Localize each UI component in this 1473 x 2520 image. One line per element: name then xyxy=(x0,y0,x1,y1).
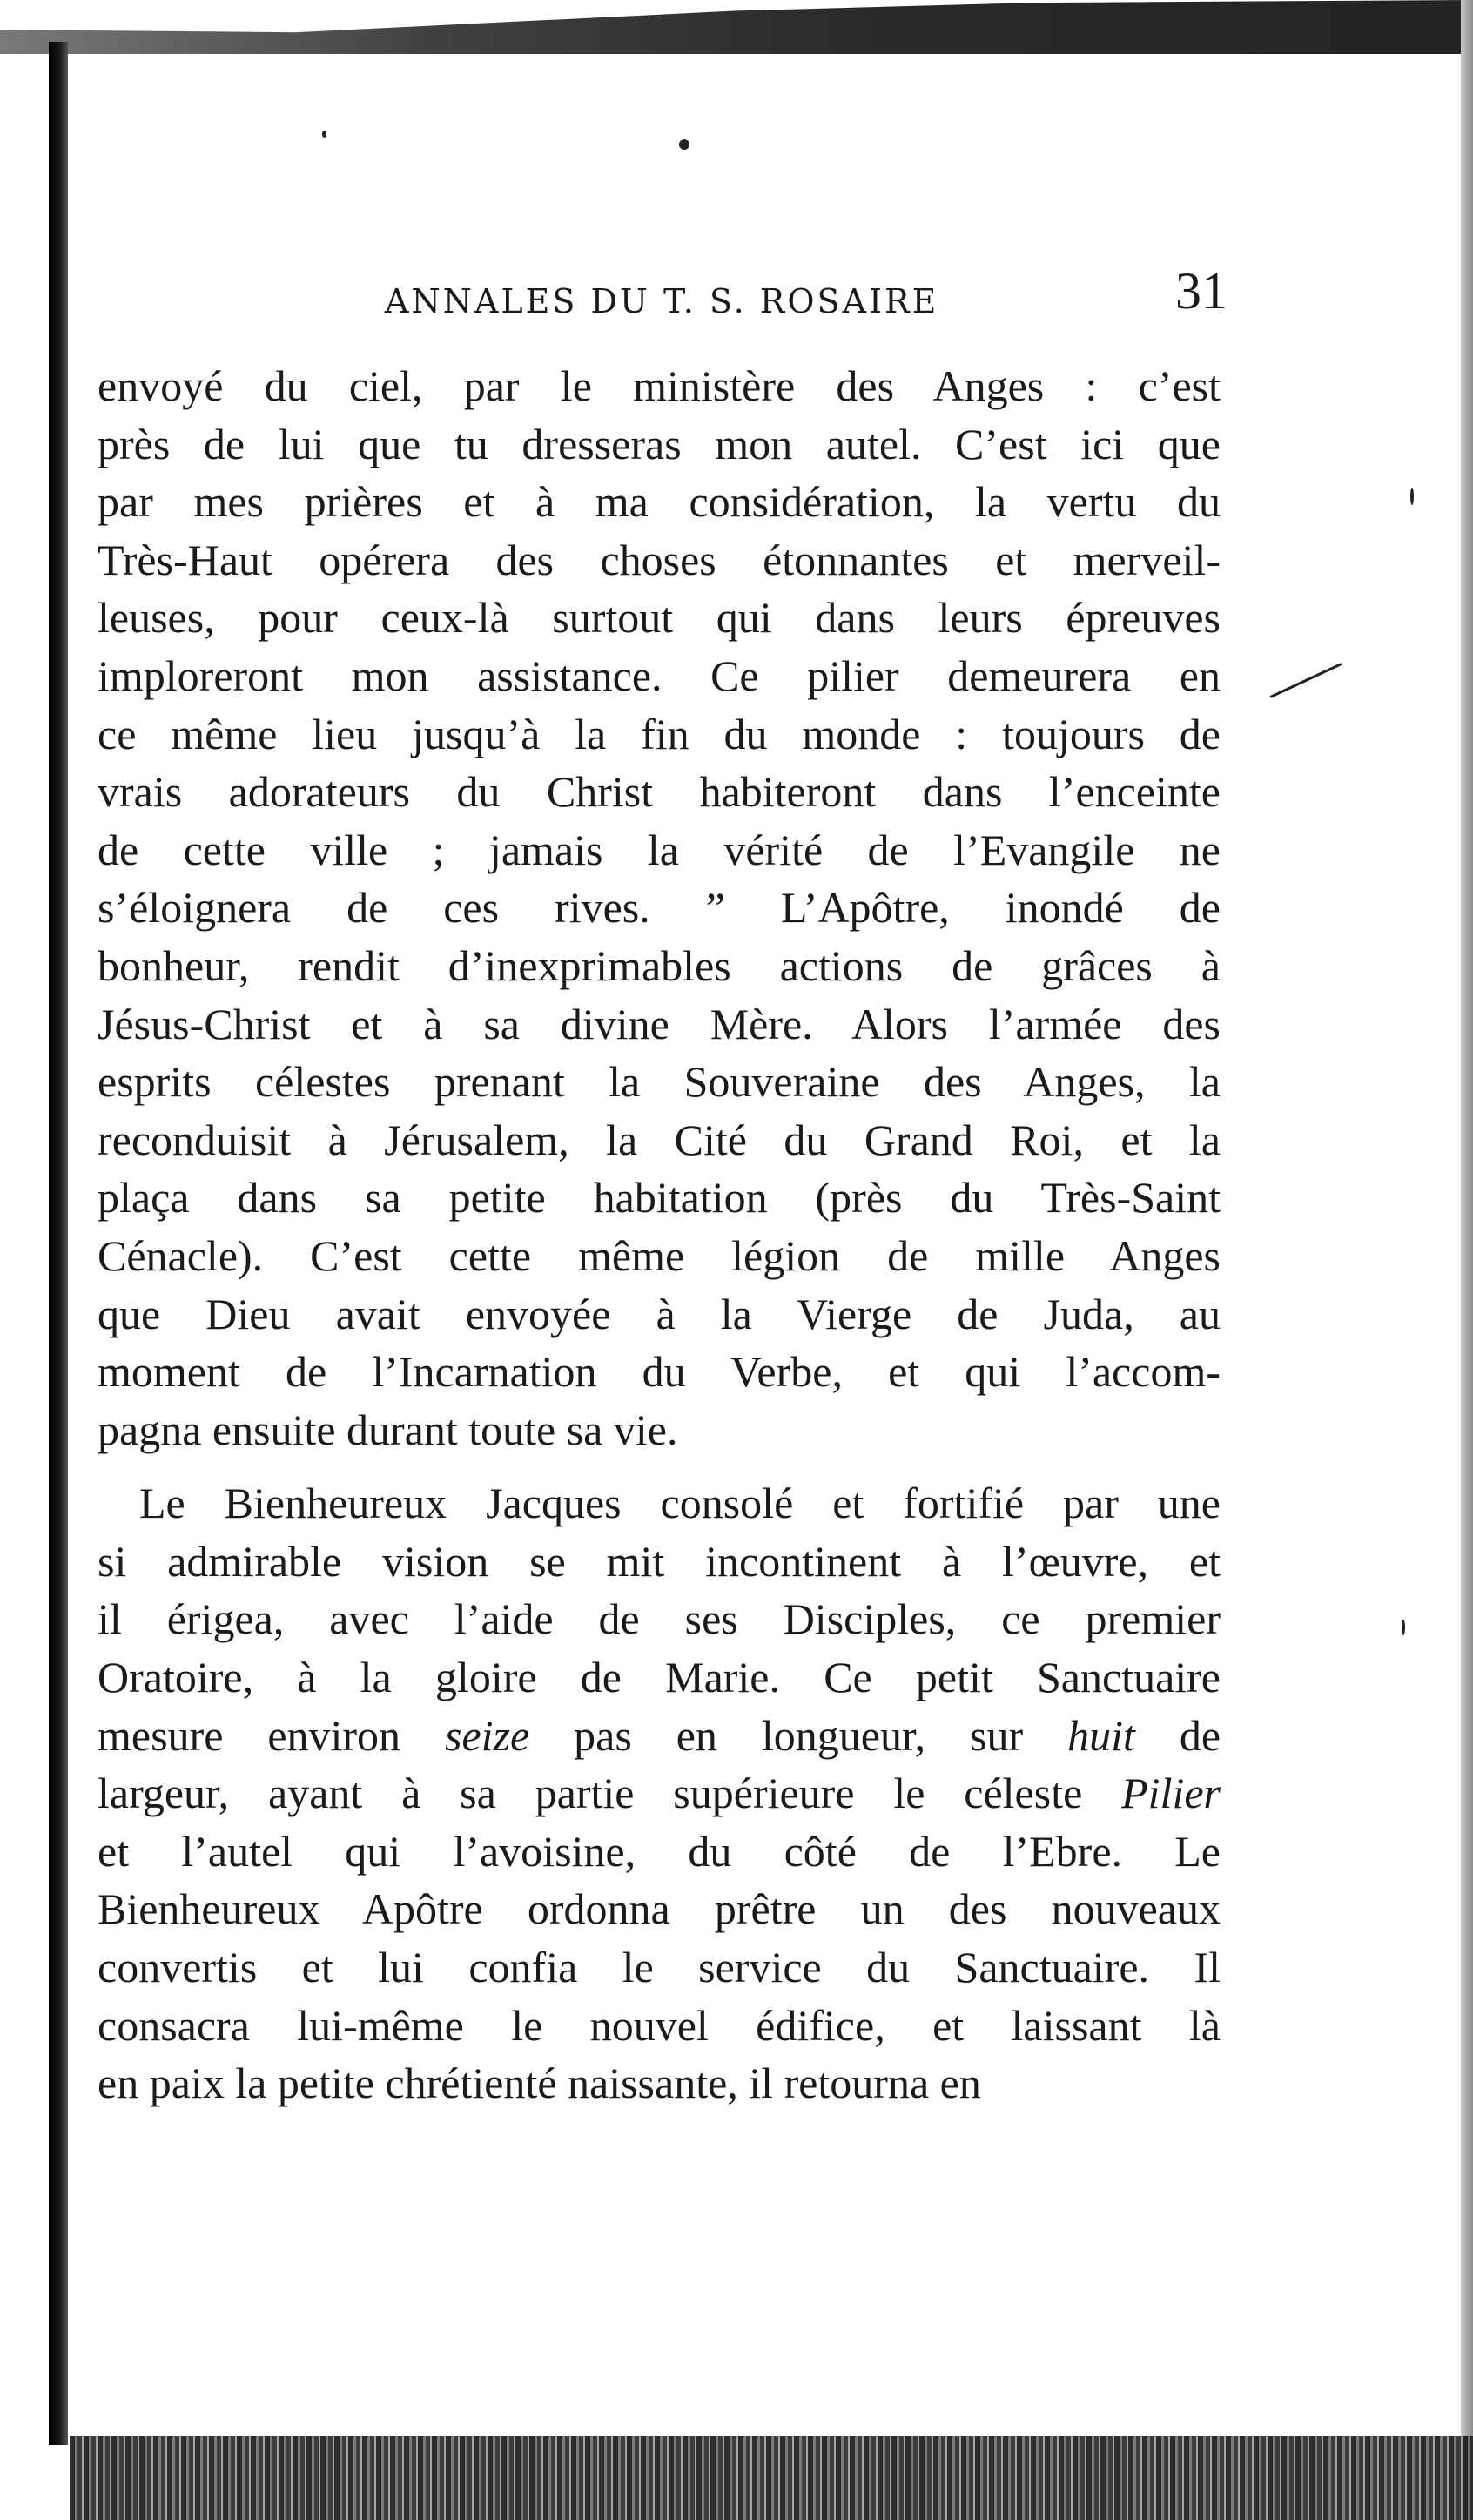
text-line: il érigea, avec l’aide de ses Disciples, ce premier xyxy=(98,1594,1221,1644)
text-line: pagna ensuite durant toute sa vie. xyxy=(98,1405,678,1454)
paragraph-1 xyxy=(98,357,1221,1459)
text-line: consacra lui-même le nouvel édifice, et laissant là xyxy=(98,2000,1221,2050)
text-line-with-italics xyxy=(98,1764,1221,1823)
italic-word: Pilier xyxy=(1121,1769,1221,1818)
text-line: si admirable vision se mit incontinent à l’œuvre, et xyxy=(98,1536,1221,1586)
text-line: vrais adorateurs du Christ habiteront dans l’enceinte xyxy=(98,767,1221,817)
italic-word: seize xyxy=(445,1710,530,1760)
running-head xyxy=(98,261,1228,357)
text-line: et l’autel qui l’avoisine, du côté de l’Ebre. Le xyxy=(98,1826,1221,1876)
text-line: Bienheureux Apôtre ordonna prêtre un des nouveaux xyxy=(98,1884,1221,1934)
text-line: bonheur, rendit d’inexprimables actions de grâces à xyxy=(98,940,1221,990)
scan-speck xyxy=(679,139,689,150)
book-page xyxy=(98,261,1228,2112)
text-line: Jésus-Christ et à sa divine Mère. Alors l’armée des xyxy=(98,999,1221,1048)
text-line: Le Bienheureux Jacques consolé et fortifié par une xyxy=(139,1479,1221,1528)
text-line: plaça dans sa petite habitation (près du Très-Saint xyxy=(98,1173,1221,1223)
text-line: Oratoire, à la gloire de Marie. Ce petit Sanctuaire xyxy=(98,1653,1221,1702)
text-line: de cette ville ; jamais la vérité de l’Evangile ne xyxy=(98,825,1221,874)
text-line: envoyé du ciel, par le ministère des Anges : c’est xyxy=(98,361,1221,410)
text-line: leuses, pour ceux-là surtout qui dans leurs épreuves xyxy=(98,593,1221,643)
page-number: 31 xyxy=(1175,262,1228,320)
text-line-with-italics xyxy=(98,1707,1221,1765)
text-line: esprits célestes prenant la Souveraine des Anges, la xyxy=(98,1057,1221,1107)
text-line: s’éloignera de ces rives. ” L’Apôtre, inondé de xyxy=(98,883,1221,933)
text-line: par mes prières et à ma considération, la vertu du xyxy=(98,477,1221,527)
scan-speck xyxy=(322,131,326,138)
text-run: de xyxy=(1179,1710,1221,1760)
text-run: largeur, ayant à sa partie supérieure le céleste xyxy=(98,1769,1083,1818)
scan-speck xyxy=(1270,663,1342,698)
text-line: Cénacle). C’est cette même légion de mille Anges xyxy=(98,1230,1221,1280)
scan-speck xyxy=(1410,488,1414,505)
paragraph-2 xyxy=(98,1474,1221,2112)
text-line: convertis et lui confia le service du Sanctuaire. Il xyxy=(98,1943,1221,1992)
italic-word: huit xyxy=(1067,1710,1135,1760)
text-line: ce même lieu jusqu’à la fin du monde : toujours de xyxy=(98,709,1221,758)
scan-bottom-edge xyxy=(70,2436,1473,2520)
text-run: pas en longueur, sur xyxy=(574,1710,1024,1760)
text-line: moment de l’Incarnation du Verbe, et qui l’accom- xyxy=(98,1347,1221,1397)
text-line: près de lui que tu dresseras mon autel. C’est ici que xyxy=(98,419,1221,468)
scan-top-edge xyxy=(0,0,1473,54)
text-line: en paix la petite chrétienté naissante, il retourna en xyxy=(98,2058,981,2108)
text-run: mesure environ xyxy=(98,1710,401,1760)
scan-left-edge xyxy=(49,42,68,2445)
scan-right-edge xyxy=(1461,0,1473,2520)
text-line: que Dieu avait envoyée à la Vierge de Juda, au xyxy=(98,1289,1221,1338)
text-line: Très-Haut opérera des choses étonnantes et merveil- xyxy=(98,535,1221,584)
running-title: ANNALES DU T. S. ROSAIRE xyxy=(385,282,939,320)
text-line: imploreront mon assistance. Ce pilier demeurera en xyxy=(98,650,1221,700)
scan-speck xyxy=(1402,1620,1405,1635)
text-line: reconduisit à Jérusalem, la Cité du Grand Roi, et la xyxy=(98,1115,1221,1164)
